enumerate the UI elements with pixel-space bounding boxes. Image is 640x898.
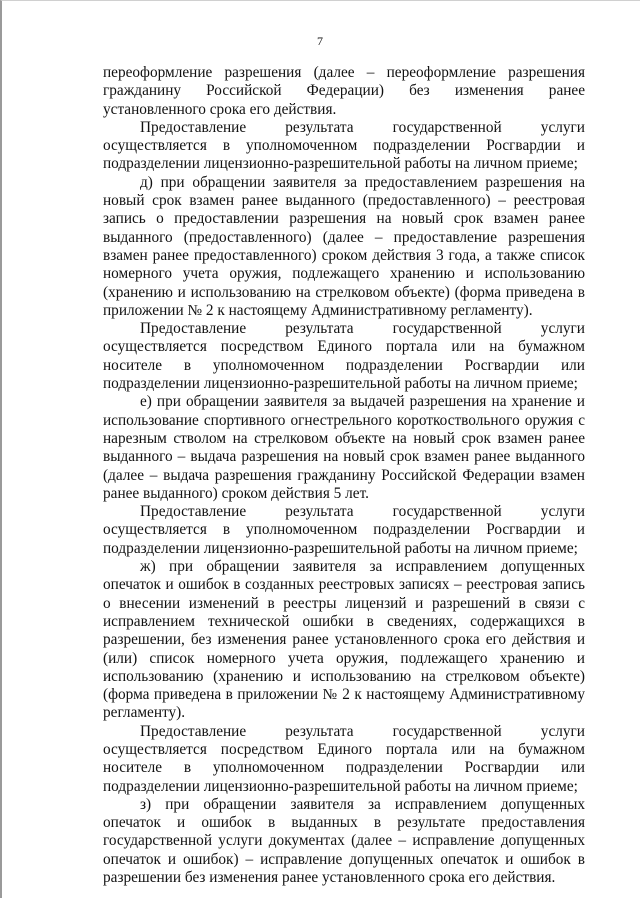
paragraph-1: переоформление разрешения (далее – переоформление разрешения гражданину Российской Федерации) без изменения ранее установленного срока его действия. (103, 64, 585, 118)
paragraph-3: д) при обращении заявителя за предоставлением разрешения на новый срок взамен ранее выданного (предоставленного) – реестровая запись о предоставлении разрешения на новый срок взамен ранее выданного (предоставленного) (далее – предоставление разрешения взамен ранее предоставленного) сроком действия 3 года, а также список номерного учета оружия, подлежащего хранению и использованию (хранению и использованию на стрелковом объекте) (форма приведена в приложении № 2 к настоящему Административному регламенту). (103, 173, 585, 319)
paragraph-5: е) при обращении заявителя за выдачей разрешения на хранение и использование спортивного огнестрельного короткоствольного оружия с нарезным стволом на стрелковом объекте на новый срок взамен ранее выданного – выдача разрешения на новый срок взамен ранее выданного (далее – выдача разрешения гражданину Российской Федерации взамен ранее выданного) сроком действия 5 лет. (103, 393, 585, 502)
paragraph-8: Предоставление результата государственной услуги осуществляется посредством Единого портала или на бумажном носителе в уполномоченном подразделении Росгвардии или подразделении лицензионно-разрешительной работы на личном приеме; (103, 722, 585, 795)
paragraph-9: з) при обращении заявителя за исправлением допущенных опечаток и ошибок в выданных в результате предоставления государственной услуги документах (далее – исправление допущенных опечаток и ошибок) – исправление допущенных опечаток и ошибок в разрешении без изменения ранее установленного срока его действия. (103, 795, 585, 887)
paragraph-7: ж) при обращении заявителя за исправлением допущенных опечаток и ошибок в созданных реестровых записях – реестровая запись о внесении изменений в реестры лицензий и разрешений в связи с исправлением технической ошибки в сведениях, содержащихся в разрешении, без изменения ранее установленного срока его действия и (или) список номерного учета оружия, подлежащего хранению и использованию (хранению и использованию на стрелковом объекте) (форма приведена в приложении № 2 к настоящему Административному регламенту). (103, 558, 585, 722)
paragraph-2: Предоставление результата государственной услуги осуществляется в уполномоченном подразделении Росгвардии и подразделении лицензионно-разрешительной работы на личном приеме; (103, 118, 585, 173)
paragraph-4: Предоставление результата государственной услуги осуществляется посредством Единого портала или на бумажном носителе в уполномоченном подразделении Росгвардии или подразделении лицензионно-разрешительной работы на личном приеме; (103, 320, 585, 393)
paragraph-6: Предоставление результата государственной услуги осуществляется в уполномоченном подразделении Росгвардии и подразделении лицензионно-разрешительной работы на личном приеме; (103, 503, 585, 557)
page-number: 7 (317, 34, 323, 48)
document-body (103, 64, 585, 887)
